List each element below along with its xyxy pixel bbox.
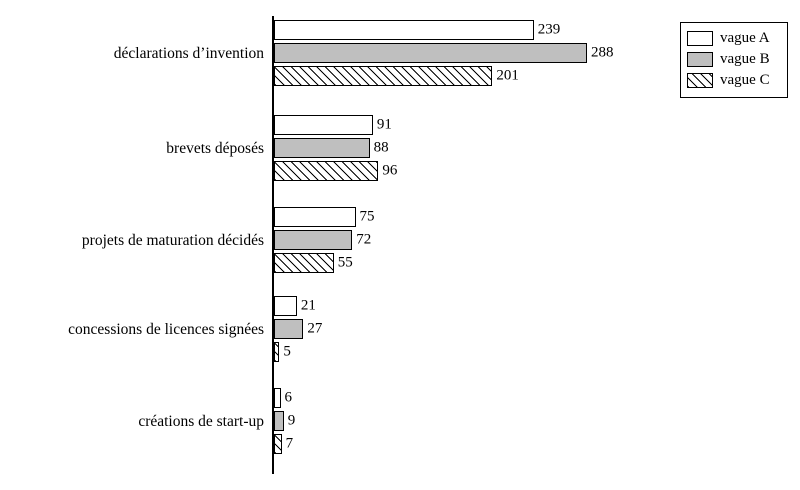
bar-row (274, 161, 438, 181)
bar-value-label: 288 (590, 44, 614, 61)
bar-row (274, 138, 430, 158)
bar (274, 296, 297, 316)
category-label: projets de maturation décidés (81, 231, 264, 249)
legend-swatch-icon (687, 31, 713, 46)
bar (274, 115, 373, 135)
bar (274, 434, 282, 454)
bar (274, 230, 352, 250)
category-label: brevets déposés (166, 139, 264, 157)
bar-row (274, 230, 412, 250)
bar-row (274, 434, 342, 454)
bar-value-label: 239 (537, 21, 561, 38)
legend-label: vague A (720, 30, 770, 46)
bar-row (274, 388, 341, 408)
bar (274, 253, 334, 273)
legend-swatch-icon (687, 73, 713, 88)
bar-value-label: 21 (300, 297, 316, 314)
legend-label: vague C (720, 72, 770, 88)
bar-row (274, 20, 594, 40)
legend-label: vague B (720, 51, 770, 67)
legend-item[interactable] (687, 70, 781, 91)
bar-group (0, 388, 660, 457)
bar (274, 319, 303, 339)
category-label: concessions de licences signées (68, 320, 264, 338)
bar-row (274, 319, 363, 339)
legend-item[interactable] (687, 28, 781, 49)
bar-value-label: 9 (287, 412, 296, 429)
category-label: créations de start-up (138, 412, 264, 430)
bar-row (274, 296, 357, 316)
bar-row (274, 115, 433, 135)
bar-row (274, 66, 552, 86)
bar-value-label: 96 (382, 162, 398, 179)
category-label: déclarations d’invention (113, 44, 264, 62)
chart-legend (680, 22, 788, 98)
bar-value-label: 88 (373, 139, 389, 156)
bar-row (274, 253, 394, 273)
bar (274, 66, 492, 86)
bar-group (0, 296, 660, 365)
bar-row (274, 43, 647, 63)
bar-value-label: 75 (359, 208, 375, 225)
bar-value-label: 72 (356, 231, 372, 248)
bar-value-label: 5 (283, 343, 291, 360)
bar-value-label: 91 (376, 116, 392, 133)
bar-value-label: 27 (307, 320, 323, 337)
bar (274, 20, 534, 40)
bar-group (0, 207, 660, 276)
bar-value-label: 6 (284, 389, 293, 406)
bar (274, 161, 378, 181)
bar-value-label: 55 (337, 254, 353, 271)
bar-row (274, 342, 339, 362)
bar (274, 207, 356, 227)
legend-item[interactable] (687, 49, 781, 70)
legend-swatch-icon (687, 52, 713, 67)
bar (274, 138, 370, 158)
bar (274, 43, 587, 63)
bar (274, 411, 284, 431)
bar-row (274, 207, 416, 227)
bar-group (0, 20, 660, 89)
bar-value-label: 201 (496, 67, 519, 84)
bar-group (0, 115, 660, 184)
bar-value-label: 7 (285, 435, 294, 452)
bar-row (274, 411, 344, 431)
